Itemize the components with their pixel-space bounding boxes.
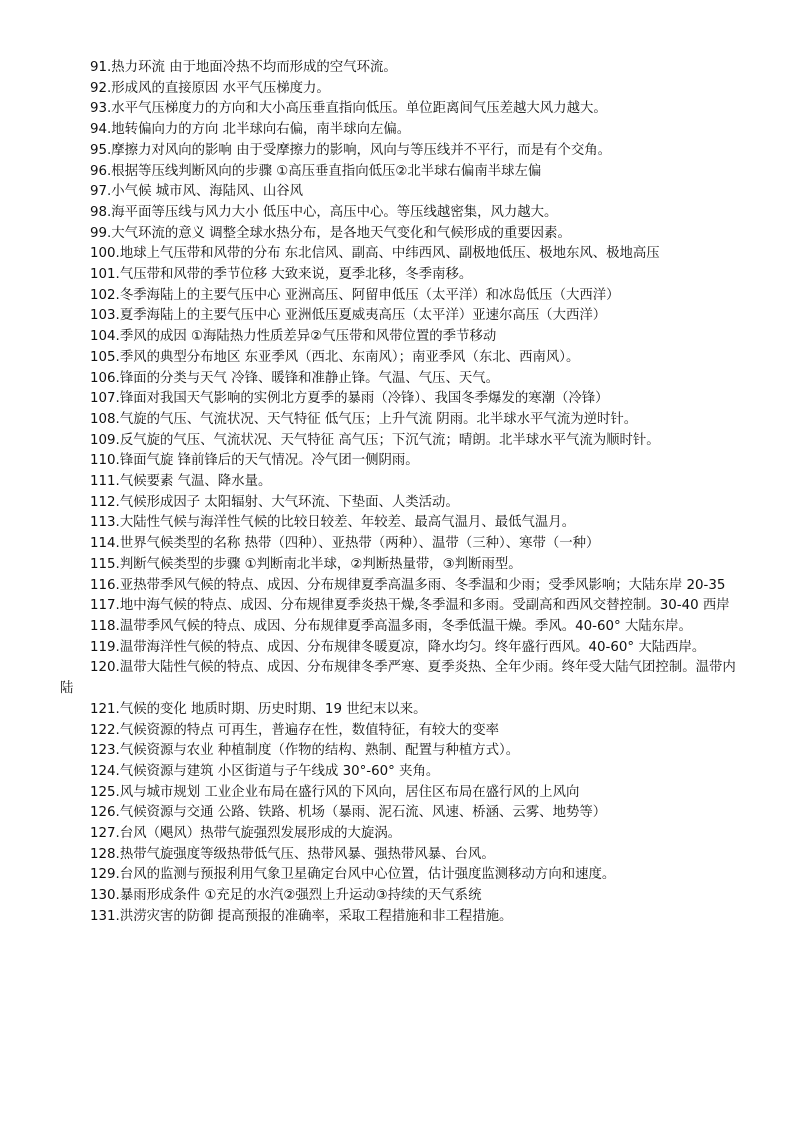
list-item: 109.反气旋的气压、气流状况、天气特征 高气压；下沉气流；晴朗。北半球水平气流为顺时针。: [90, 432, 660, 448]
list-item: 125.风与城市规划 工业企业布局在盛行风的下风向，居住区布局在盛行风的上风向: [90, 784, 580, 800]
list-item: 111.气候要素 气温、降水量。: [90, 474, 272, 490]
list-item: 126.气候资源与交通 公路、铁路、机场（暴雨、泥石流、风速、桥涵、云雾、地势等）: [90, 805, 607, 821]
list-item: 113.大陆性气候与海洋性气候的比较日较差、年较差、最高气温月、最低气温月。: [90, 515, 576, 531]
list-item: 116.亚热带季风气候的特点、成因、分布规律夏季高温多雨、冬季温和少雨；受季风影响；大陆东岸 20-35: [90, 577, 726, 593]
list-item: 94.地转偏向力的方向 北半球向右偏，南半球向左偏。: [90, 122, 411, 138]
list-item: 92.形成风的直接原因 水平气压梯度力。: [90, 80, 330, 96]
list-item: 104.季风的成因 ①海陆热力性质差异②气压带和风带位置的季节移动: [90, 329, 497, 345]
list-item: 112.气候形成因子 太阳辐射、大气环流、下垫面、人类活动。: [90, 494, 459, 510]
list-item: 106.锋面的分类与天气 冷锋、暖锋和准静止锋。气温、气压、天气。: [90, 370, 500, 386]
list-item: 99.大气环流的意义 调整全球水热分布，是各地天气变化和气候形成的重要因素。: [90, 225, 571, 241]
list-item: 103.夏季海陆上的主要气压中心 亚洲低压夏威夷高压（太平洋）亚速尔高压（大西洋）: [90, 308, 607, 324]
list-item: 93.水平气压梯度力的方向和大小高压垂直指向低压。单位距离间气压差越大风力越大。: [90, 101, 607, 117]
list-item: 120.温带大陆性气候的特点、成因、分布规律冬季严寒、夏季炎热、全年少雨。终年受大陆气团控制。温带内陆: [60, 660, 736, 697]
list-item: 117.地中海气候的特点、成因、分布规律夏季炎热干燥,冬季温和多雨。受副高和西风交替控制。30-40 西岸: [90, 598, 730, 614]
list-item: 131.洪涝灾害的防御 提高预报的准确率，采取工程措施和非工程措施。: [90, 908, 513, 924]
list-item: 123.气候资源与农业 种植制度（作物的结构、熟制、配置与种植方式）。: [90, 743, 520, 759]
list-item: 124.气候资源与建筑 小区街道与子午线成 30°-60° 夹角。: [90, 763, 440, 779]
list-item: 119.温带海洋性气候的特点、成因、分布规律冬暖夏凉，降水均匀。终年盛行西风。40-60° 大陆西岸。: [90, 639, 706, 655]
list-item: 115.判断气候类型的步骤 ①判断南北半球，②判断热量带，③判断雨型。: [90, 556, 522, 572]
list-item: 102.冬季海陆上的主要气压中心 亚洲高压、阿留申低压（太平洋）和冰岛低压（大西洋）: [90, 287, 620, 303]
list-item: 122.气候资源的特点 可再生，普遍存在性，数值特征，有较大的变率: [90, 722, 500, 738]
list-item: 128.热带气旋强度等级热带低气压、热带风暴、强热带风暴、台风。: [90, 846, 495, 862]
list-item: 110.锋面气旋 锋前锋后的天气情况。冷气团一侧阴雨。: [90, 453, 419, 469]
list-item: 96.根据等压线判断风向的步骤 ①高压垂直指向低压②北半球右偏南半球左偏: [90, 163, 542, 179]
list-item: 108.气旋的气压、气流状况、天气特征 低气压；上升气流 阴雨。北半球水平气流为逆时针。: [90, 411, 638, 427]
list-item: 98.海平面等压线与风力大小 低压中心，高压中心。等压线越密集，风力越大。: [90, 204, 558, 220]
list-item: 95.摩擦力对风向的影响 由于受摩擦力的影响，风向与等压线并不平行，而是有个交角。: [90, 142, 612, 158]
list-item: 130.暴雨形成条件 ①充足的水汽②强烈上升运动③持续的天气系统: [90, 888, 482, 904]
list-item: 97.小气候 城市风、海陆风、山谷风: [90, 184, 304, 200]
list-item: 114.世界气候类型的名称 热带（四种）、亚热带（两种）、温带（三种）、寒带（一种）: [90, 536, 600, 552]
list-item: 118.温带季风气候的特点、成因、分布规律夏季高温多雨，冬季低温干燥。季风。40-60° 大陆东岸。: [90, 618, 692, 634]
list-item: 91.热力环流 由于地面冷热不均而形成的空气环流。: [90, 60, 397, 75]
list-item: 100.地球上气压带和风带的分布 东北信风、副高、中纬西风、副极地低压、极地东风、极地高压: [90, 246, 660, 262]
list-item: 101.气压带和风带的季节位移 大致来说，夏季北移，冬季南移。: [90, 267, 473, 283]
list-item: 105.季风的典型分布地区 东亚季风（西北、东南风）；南亚季风（东北、西南风）。: [90, 349, 580, 365]
list-item: 127.台风（飓风）热带气旋强烈发展形成的大旋涡。: [90, 826, 402, 842]
list-item: 121.气候的变化 地质时期、历史时期、19 世纪末以来。: [90, 701, 427, 717]
list-item: 129.台风的监测与预报利用气象卫星确定台风中心位置，估计强度监测移动方向和速度。: [90, 867, 616, 883]
list-item: 107.锋面对我国天气影响的实例北方夏季的暴雨（冷锋）、我国冬季爆发的寒潮（冷锋）: [90, 391, 609, 407]
